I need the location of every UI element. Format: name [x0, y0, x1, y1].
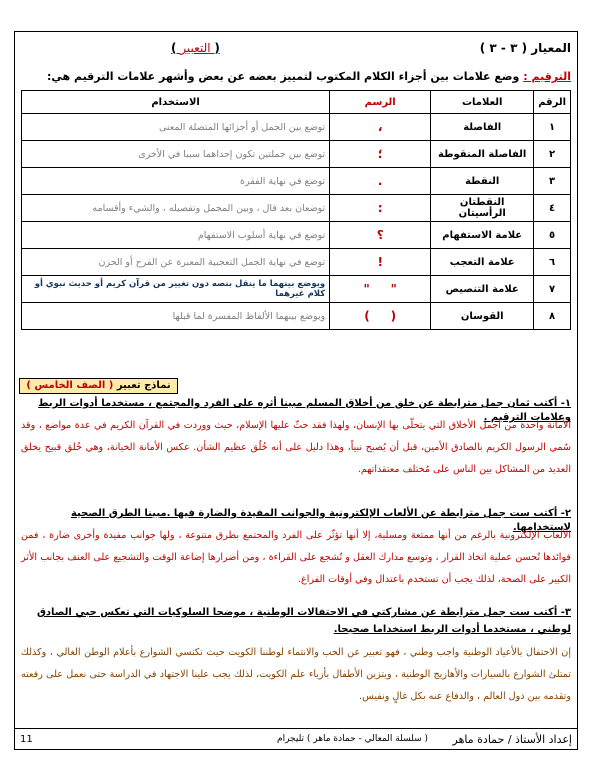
criterion-label: المعيار	[531, 41, 571, 55]
criterion-value: ( ٣ - ٣ )	[479, 41, 528, 55]
row-num: ١	[534, 114, 571, 141]
row-symbol: ( )	[330, 303, 431, 330]
row-num: ٤	[534, 195, 571, 222]
table-row	[22, 222, 571, 249]
row-num: ٦	[534, 249, 571, 276]
punctuation-table	[21, 90, 571, 330]
punctuation-definition	[21, 70, 571, 83]
page-number: 11	[20, 734, 33, 745]
row-symbol: ،	[330, 114, 431, 141]
row-symbol: .	[330, 168, 431, 195]
row-num: ٧	[534, 276, 571, 303]
worksheet-header	[21, 38, 571, 58]
row-symbol: ؟	[330, 222, 431, 249]
table-row	[22, 276, 571, 303]
table-row	[22, 303, 571, 330]
question-2-answer: الألعاب الإلكترونية بالرغم من أنها ممتعة ومسلية، إلا أنها تؤثّر على الفرد والمجتمع بطرق متنوعة ، ولها جوانب مفيدة وأخرى ضارة ، فمن فوائدها تُحسن عملية اتخاذ القرار ، وتوسع مدارك العقل و تُشجع على القراءة ، ومن أضرارها إضاعة الوقت والتشجيع على العنف بجانب الأثر الكبير على الصحة، لذلك يجب أن تستخدم باعتدال وفي أوقات الفراغ.	[21, 530, 571, 585]
row-mark-name: علامة التعجب	[431, 249, 534, 276]
criterion	[480, 41, 571, 55]
row-usage: توضع في نهاية الجمل التعجبية المعبرة عن الفرح أو الحزن	[22, 249, 330, 276]
row-symbol: " "	[330, 276, 431, 303]
row-usage: ويوضع بينهما ما ينقل بنصه دون تغيير من قرآن كريم أو حديث نبوي أو كلام غيرهما	[22, 276, 330, 303]
table-row	[22, 141, 571, 168]
row-mark-name: النقطتان الرأسيتان	[431, 195, 534, 222]
row-usage: توضعان بعد قال ، وبين المجمل وتفصيله ، والشيء وأقسامه	[22, 195, 330, 222]
row-num: ٨	[534, 303, 571, 330]
row-mark-name: علامة الاستفهام	[431, 222, 534, 249]
row-symbol: :	[330, 195, 431, 222]
footer-author: إعداد الأستاذ / حمادة ماهر	[452, 733, 572, 746]
row-usage: توضع في نهاية الفقرة	[22, 168, 330, 195]
subject-name: التعبير	[180, 41, 211, 55]
row-usage: ويوضع بينهما الألفاظ المفسرة لما قبلها	[22, 303, 330, 330]
row-mark-name: القوسان	[431, 303, 534, 330]
table-row	[22, 249, 571, 276]
question-3-title: ٣- أكتب ست جمل مترابطة عن مشاركتي في الاحتفالات الوطنية ، موضحا السلوكيات التي تعكس حبي الصادق لوطني ، مستخدما أدوات الربط استخداما صحيحا.	[36, 607, 571, 635]
table-row	[22, 114, 571, 141]
row-mark-name: الفاصلة المنقوطة	[431, 141, 534, 168]
col-header-mark: العلامات	[431, 91, 534, 114]
table-header-row	[22, 91, 571, 114]
row-usage: توضع بين الجمل أو أجزائها المتصلة المعنى	[22, 114, 330, 141]
row-num: ٥	[534, 222, 571, 249]
col-header-usage: الاستخدام	[22, 91, 330, 114]
worksheet-page	[14, 31, 578, 750]
row-num: ٢	[534, 141, 571, 168]
page-footer	[14, 728, 578, 751]
question-2-title: ٢- أكتب ست جمل مترابطة عن الألعاب الإلكترونية والجوانب المفيدة والضارة فيها .مبينا الطرق الصحية لاستخدامها.	[70, 508, 571, 533]
banner-title: نماذج تعبير	[116, 380, 171, 391]
definition-text: وضع علامات بين أجزاء الكلام المكتوب لتمييز بعضه عن بعض وأشهر علامات الترقيم هي:	[46, 70, 524, 83]
table-row	[22, 195, 571, 222]
subject-title: ( التعبير )	[171, 41, 220, 55]
banner-grade: ( الصف الخامس )	[26, 380, 114, 391]
row-usage: توضع بين جملتين تكون إحداهما سببا في الأخرى	[22, 141, 330, 168]
question-1-title: ١- أكتب ثمان جمل مترابطة عن خلق من أخلاق المسلم مبينا أثره على الفرد والمجتمع ، مستخدما أدوات الربط وعلامات الترقيم .	[38, 398, 571, 423]
question-3-answer: إن الاحتفال بالأعياد الوطنية واجب وطني ، فهو تعبير عن الحب والانتماء لوطننا الكويت حيث تكتسي الشوارع بأعلام الوطن الغالي ، وكذلك تمتلئ الشوارع بالسيارات والأهازيج الوطنية ، ويتزين الأطفال بأزياء علم الكويت، لذلك يجب علينا الاجتهاد في الدراسة حتى نعمل على رفعته وتقدمه بين دول العالم ، والدفاع عنه بكل غالٍ ونفيس.	[21, 647, 571, 702]
definition-label: الترقيم :	[523, 70, 571, 83]
table-row	[22, 168, 571, 195]
row-mark-name: علامة التنصيص	[431, 276, 534, 303]
row-mark-name: الفاصلة	[431, 114, 534, 141]
row-mark-name: النقطة	[431, 168, 534, 195]
col-header-symbol: الرسم	[330, 91, 431, 114]
row-usage: توضع في نهاية أسلوب الاستفهام	[22, 222, 330, 249]
footer-series: ( سلسلة المعالي - حمادة ماهر ) تليجرام	[277, 734, 428, 744]
question-1-answer: الأمانة واحدة من أجمل الأخلاق التي يتحلّى بها الإنسان، ولهذا فقد حثّ عليها الإسلام، حيث ووردت في القرآن الكريم في عدة مواضع ، وقد سُمي الرسول الكريم بالصادق الأمين، قبل أن يُصبح نبياً، وهذا دليل على أنه خُلُق عظيم الشأن. عكس الأمانة الخيانة، وهي خُلق قبيح يخلق العديد من المشاكل بين الناس على مُختلف معتقداتهم.	[21, 420, 571, 475]
col-header-num: الرقم	[534, 91, 571, 114]
row-symbol: ؛	[330, 141, 431, 168]
row-num: ٣	[534, 168, 571, 195]
row-symbol: !	[330, 249, 431, 276]
section-banner	[19, 378, 178, 394]
